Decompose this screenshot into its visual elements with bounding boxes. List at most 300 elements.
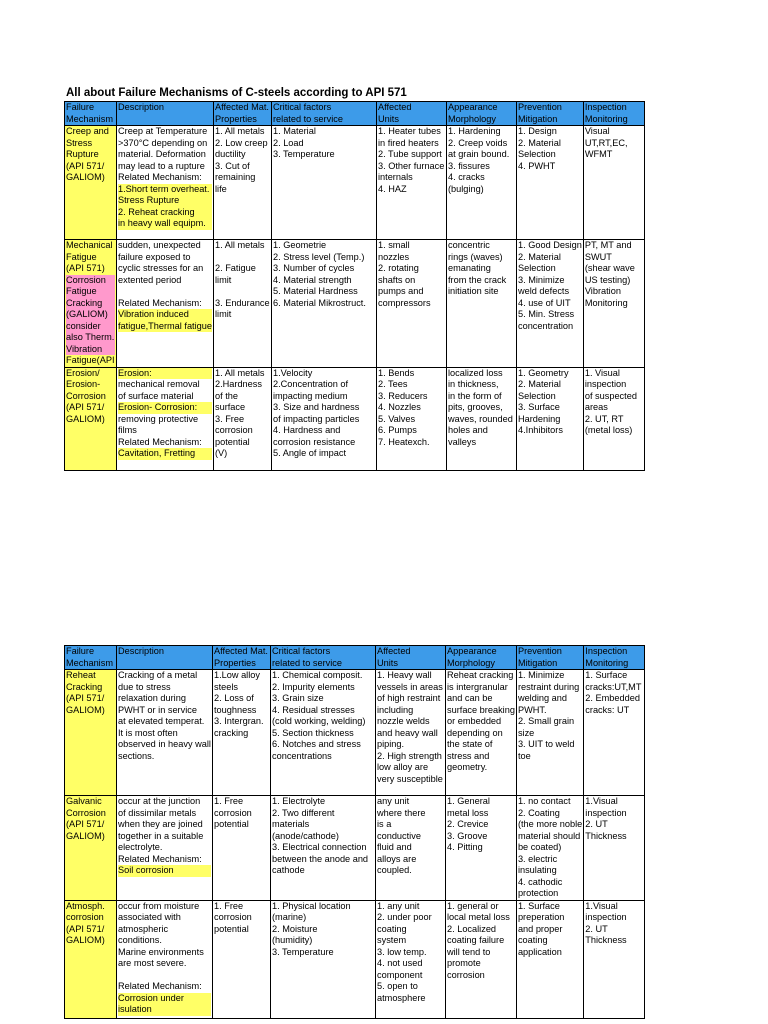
cell-line: electrolyte. [118,842,163,852]
cell-line: 2. rotating [377,263,419,273]
cell-line: Fatigue [66,252,115,264]
cell-line: 4. not used [377,958,423,968]
cell-line: 1. Heavy wall [377,670,432,680]
cell-line: Galvanic [66,796,102,806]
cell-line: Vibration induced [118,309,212,321]
cell-line: are most severe. [118,958,187,968]
cell-line: Stress Rupture [118,195,212,207]
cell-line: Thickness [585,935,627,945]
cell-line: Creep at Temperature [118,126,208,136]
cell-line [215,252,270,264]
cell-line: associated with [118,912,181,922]
cell-line: isulation [118,1004,211,1016]
cell-line: and can be [447,693,493,703]
cell-line: toe [517,750,531,761]
cell-line: emanating [447,263,491,273]
cell-line: Selection [517,390,556,401]
cell-line: PT, MT and [584,240,632,250]
cell-line: at grain bound. [447,149,510,159]
cell-line: Related Mechanism: [118,436,202,447]
cell-line: surface [214,402,246,412]
cell-line: Inspection [585,646,628,656]
header-appearance [446,646,517,670]
cell-line: sections. [118,750,155,761]
cell-line: 2. Creep voids [447,137,508,148]
cell-line: 4. Residual stresses [272,704,355,715]
cell-line: Related Mechanism: [118,853,202,864]
cell-line: rings (waves) [447,251,503,262]
cell-line: Cavitation, Fretting [118,448,212,460]
cell-line: 1. Free [214,900,244,911]
cell-line: (V) [214,448,228,458]
cell-line: 2. Crevice [447,819,489,829]
cell-line: including [377,704,414,715]
cell-line: 2. Stress level (Temp.) [272,251,365,262]
cell-line: Cracking [66,298,115,310]
table-row [65,367,645,470]
appearance-cell [446,900,517,1018]
failure-mechanisms-table-1 [64,101,645,471]
cell-line: coating failure [447,935,505,945]
cell-line: PWHT. [517,704,547,715]
cell-line: 3. Free [214,413,245,424]
cell-line: impacting medium [272,390,348,401]
header-row [65,646,645,670]
cell-line: occur at the junction [118,796,201,806]
cell-line: 3. Intergran. [214,716,264,726]
cell-line: Affected [377,646,411,656]
cell-line: 4. PWHT [517,160,556,171]
cell-line: 3. UIT to weld [517,739,575,749]
header-description [117,646,213,670]
cell-line: Mitigation [517,113,558,124]
header-affected-materials [213,646,271,670]
table-row [65,900,645,1018]
cell-line: 4. cathodic [517,876,563,887]
cell-line: may lead to a rupture [118,160,205,171]
cell-line: 1. Heater tubes [377,126,441,136]
cell-line: 2. Low creep [214,137,268,148]
table-row [65,126,645,240]
cell-line: Prevention [517,646,562,656]
header-affected-units [376,646,446,670]
cell-line: 5. Material Hardness [272,286,358,296]
cell-line: ductility [214,149,246,159]
cell-line: 2. Tube support [377,149,442,159]
cell-line: between the anode and [272,853,369,864]
cell-line: toughness [214,704,257,715]
cell-line: Corrosion [66,275,115,287]
cell-line: 1. All metals [214,240,265,250]
inspection-cell [584,900,645,1018]
cell-line: restraint during [517,681,580,692]
cell-line: 6. Pumps [377,425,417,435]
description-cell [117,240,214,368]
cell-line: when they are joined [118,819,203,829]
header-prevention [516,102,583,126]
cell-line: pits, grooves, [447,402,503,412]
cell-line: 2. Moisture [272,923,318,934]
cell-line: limit [214,274,232,285]
cell-line: 3. Surface [517,402,560,412]
cell-line: (API 571) [66,263,115,275]
cell-line: sudden, unexpected [118,240,201,250]
cell-line: >370°C depending on [118,137,208,148]
cell-line: inspection [584,379,627,389]
cell-line [118,286,212,298]
cell-line: 1. any unit [377,900,420,911]
cell-line: 2. Material [517,137,561,148]
mechanism-cell [65,240,117,368]
cell-line: Appearance [447,102,498,112]
cell-line: Erosion: [118,368,212,380]
cell-line: 4. cracks [447,172,485,182]
cell-line: 6. Notches and stress [272,739,361,749]
cell-line: corrosion [447,969,485,980]
mechanism-cell [65,900,117,1018]
cell-line: It is most often [118,727,178,738]
cell-line: Stress [66,137,93,148]
cell-line: (API 571/ [66,693,105,703]
cell-line: (shear wave [584,263,635,273]
cell-line: 3. Temperature [272,149,335,159]
header-appearance [446,102,516,126]
cell-line: removing protective [118,413,199,424]
inspection-cell [584,670,645,796]
cell-line: Reheat cracking [447,670,514,680]
cell-line: corrosion [214,912,252,922]
cell-line: in thickness, [447,379,499,389]
cell-line: Mechanism [66,657,113,668]
cell-line: 1. general or [447,900,499,911]
cell-line: localized loss [447,367,503,378]
appearance-cell [446,670,517,796]
cell-line: mechanical removal [118,379,200,389]
cell-line: 1. Free [214,796,244,806]
cell-line: (GALIOM) [66,309,115,321]
cell-line: (humidity) [272,935,313,945]
cell-line: Erosion/ [66,367,100,378]
cell-line: 2. Fatigue [214,263,256,273]
cell-line: 1. Bends [377,367,415,378]
cell-line: compressors [377,297,431,308]
cell-line: of high restraint [377,693,441,703]
cell-line: Erosion- Corrosion: [118,402,212,414]
units-cell [376,900,446,1018]
cell-line: Vibration [584,286,621,296]
cell-line: of suspected [584,390,637,401]
inspection-cell [584,796,645,901]
appearance-cell [446,126,516,240]
cell-line: 1. Minimize [517,670,565,680]
cell-line: 7. Heatexch. [377,436,430,447]
cell-line: 1. Electrolyte [272,796,326,806]
prevention-cell [516,126,583,240]
header-affected-materials [213,102,271,126]
cell-line: (API 571/ [66,819,105,829]
cell-line: 2. Embedded [585,693,640,703]
cell-line: Cracking of a metal [118,670,198,680]
cell-line: 1. All metals [214,126,265,136]
cell-line: 2. Small grain [517,716,575,726]
header-critical-factors [271,102,376,126]
cell-line: holes and [447,425,488,435]
inspection-cell [583,240,644,368]
cell-line: potential [214,436,250,447]
cell-line: Properties [214,113,257,124]
cell-line: consider [66,321,115,333]
cell-line: Morphology [447,657,496,668]
cell-line: where there [377,807,426,818]
cell-line: Selection [517,149,556,159]
cell-line: (cold working, welding) [272,716,366,726]
cell-line: in heavy wall equipm. [118,218,212,230]
units-cell [376,796,446,901]
cell-line: Cracking [66,681,103,692]
cell-line: WFMT [584,149,613,159]
cell-line: (the more noble [517,819,583,829]
cell-line: 1.Short term overheat. [118,184,212,196]
cell-line: (marine) [272,912,307,922]
cell-line: is intergranular [447,681,508,692]
cell-line: 2. UT [585,923,608,934]
materials-cell [213,126,271,240]
cell-line: 1. Hardening [447,126,501,136]
cell-line: 3. low temp. [377,946,427,957]
cell-line: due to stress [118,681,171,692]
cell-line: Units [377,113,399,124]
cell-line: in fired heaters [377,137,439,148]
header-failure-mechanism [65,646,117,670]
cell-line: cyclic stresses for an [118,263,204,273]
cell-line: 3. Reducers [377,390,428,401]
cell-line: 1. Geometry [517,367,569,378]
cell-line: preperation [517,912,565,922]
cell-line: initiation site [447,286,499,296]
header-critical-factors [271,646,376,670]
cell-line: 1. small [377,240,410,250]
cell-line: 2. under poor [377,912,432,922]
cell-line: Thickness [585,830,627,841]
cell-line: 3. Endurance [214,297,270,308]
cell-line: 5. Section thickness [272,727,354,738]
table-row [65,240,645,368]
cell-line: 4. HAZ [377,183,407,194]
cell-line: 1. Physical location [272,900,351,911]
appearance-cell [446,240,516,368]
cell-line: promote [447,958,481,968]
units-cell [376,670,446,796]
cell-line: component [377,969,423,980]
cell-line: GALIOM) [66,830,105,841]
units-cell [376,240,446,368]
cell-line: nozzle welds [377,716,430,726]
cell-line: 1. Surface [517,900,560,911]
cell-line: corrosion [214,807,252,818]
cell-line: (bulging) [447,183,484,194]
cell-line [215,286,270,298]
units-cell [376,126,446,240]
cell-line: potential [214,923,249,934]
cell-line: piping. [377,739,405,749]
cell-line: coating [377,923,407,934]
cell-line: Related Mechanism: [118,297,202,308]
cell-line: of the [214,390,238,401]
factors-cell [271,367,376,470]
cell-line: fatigue,Thermal fatigue [118,320,212,331]
cell-line: 1. Material [272,126,316,136]
cell-line: cracks: UT [585,704,630,715]
cell-line: UT,RT,EC, [584,137,628,148]
cell-line: 1. General [447,796,490,806]
cell-line: inspection [585,912,627,922]
materials-cell [213,900,271,1018]
cell-line: any unit [377,796,410,806]
cell-line: Hardening [517,413,561,424]
cell-line: 1. Geometrie [272,240,327,250]
cell-line: Prevention [517,102,562,112]
cell-line: 4. use of UIT [517,297,571,308]
materials-cell [213,367,271,470]
cell-line: coupled. [377,865,412,875]
cell-line: 1. Chemical composit. [272,670,363,680]
cell-line: vessels in areas [377,681,443,692]
cell-line: local metal loss [447,912,510,922]
cell-line: cathode [272,865,305,875]
cell-line: of dissimilar metals [118,807,197,818]
cell-line: Marine environments [118,946,204,957]
cell-line: conditions. [118,935,162,945]
cell-line: Atmosph. [66,900,105,911]
cell-line: SWUT [584,251,612,262]
cell-line: waves, rounded [447,413,513,424]
factors-cell [271,796,376,901]
cell-line: 2. Reheat cracking [118,207,212,219]
cell-line: Affected Mat. [214,646,268,656]
cell-line: material should [517,830,581,841]
cell-line: 3. Number of cycles [272,263,355,273]
mechanism-cell [65,126,117,240]
factors-cell [271,900,376,1018]
cell-line: 2. High strength [377,750,442,761]
cell-line: Reheat [66,670,96,680]
cell-line: 1.Velocity [272,367,313,378]
cell-line: PWHT or in service [118,704,197,715]
cell-line: alloys are [377,853,417,864]
cell-line: 5. Valves [377,413,416,424]
prevention-cell [516,367,583,470]
cell-line: at elevated temperat. [118,716,205,726]
cell-line: 2. Localized [447,923,497,934]
cell-line: system [377,935,407,945]
appearance-cell [446,367,516,470]
cell-line: conductive [377,830,421,841]
cell-line: 4. Material strength [272,274,352,285]
table-row [65,670,645,796]
cell-line: 3. Temperature [272,946,334,957]
prevention-cell [516,796,583,901]
cell-line: relaxation during [118,693,186,703]
cell-line: corrosion [214,425,253,435]
cell-line: 4. Pitting [447,842,483,852]
cell-line: life [214,183,227,194]
cell-line: 2. Impurity elements [272,681,355,692]
cell-line: the state of [447,739,493,749]
cell-line: geometry. [447,762,488,772]
cell-line: Critical factors [272,646,331,656]
cell-line: GALIOM) [66,704,105,715]
description-cell [117,367,214,470]
cell-line: concentration [517,320,574,331]
cell-line: material. Deformation [118,149,206,159]
cell-line: metal loss [447,807,489,818]
cell-line: 3. Groove [447,830,488,841]
cell-line: of surface material [118,390,194,401]
header-failure-mechanism [65,102,117,126]
description-cell [117,900,213,1018]
description-cell [117,670,213,796]
cell-line: cracks:UT,MT [585,681,642,692]
cell-line: Fatigue(API [66,355,115,365]
table-row [65,796,645,901]
cell-line: limit [214,309,232,319]
cell-line: extented period [118,274,182,285]
cell-line: atmospheric [118,923,169,934]
cell-line: 4. Hardness and [272,425,341,435]
cell-line: weld defects [517,286,570,296]
cell-line: concentric [447,240,490,250]
cell-line: Corrosion under [118,993,211,1005]
mechanism-cell [65,367,117,470]
cell-line: materials [272,819,310,829]
cell-line: Affected [377,102,412,112]
cell-line: 2. Loss of [214,693,254,703]
cell-line: observed in heavy wall [118,739,211,749]
cell-line: Morphology [447,113,496,124]
cell-line: Fatigue [66,286,115,298]
cell-line: GALIOM) [66,935,105,945]
cell-line: corrosion [66,912,104,922]
cell-line: 1.Low alloy [214,670,260,680]
cell-line: Mitigation [517,657,558,668]
cell-line: Monitoring [584,297,628,308]
cell-line: Units [377,657,398,668]
failure-mechanisms-table-2 [64,645,645,1019]
cell-line: valleys [447,436,477,447]
cell-line: 1. no contact [517,796,571,806]
cell-line: 1. All metals [214,367,265,378]
factors-cell [271,240,376,368]
cell-line: corrosion resistance [272,436,356,447]
cell-line: 3. Minimize [517,274,565,285]
cell-line: failure exposed to [118,251,191,262]
cell-line: Description [118,102,164,112]
cell-line: Visual [584,126,610,136]
cell-line: 1.Visual [585,796,618,806]
header-inspection [583,102,644,126]
cell-line: Description [118,646,164,656]
cell-line: 2. Material [517,379,561,389]
description-cell [117,796,213,901]
factors-cell [271,670,376,796]
cell-line: 3. fissures [447,160,490,171]
cell-line: 2. Two different [272,807,335,818]
cell-line: (API 571/ [66,402,105,412]
cell-line: Appearance [447,646,497,656]
cell-line: cracking [214,727,249,738]
cell-line: GALIOM) [66,172,105,182]
cell-line: Related Mechanism: [118,172,202,182]
